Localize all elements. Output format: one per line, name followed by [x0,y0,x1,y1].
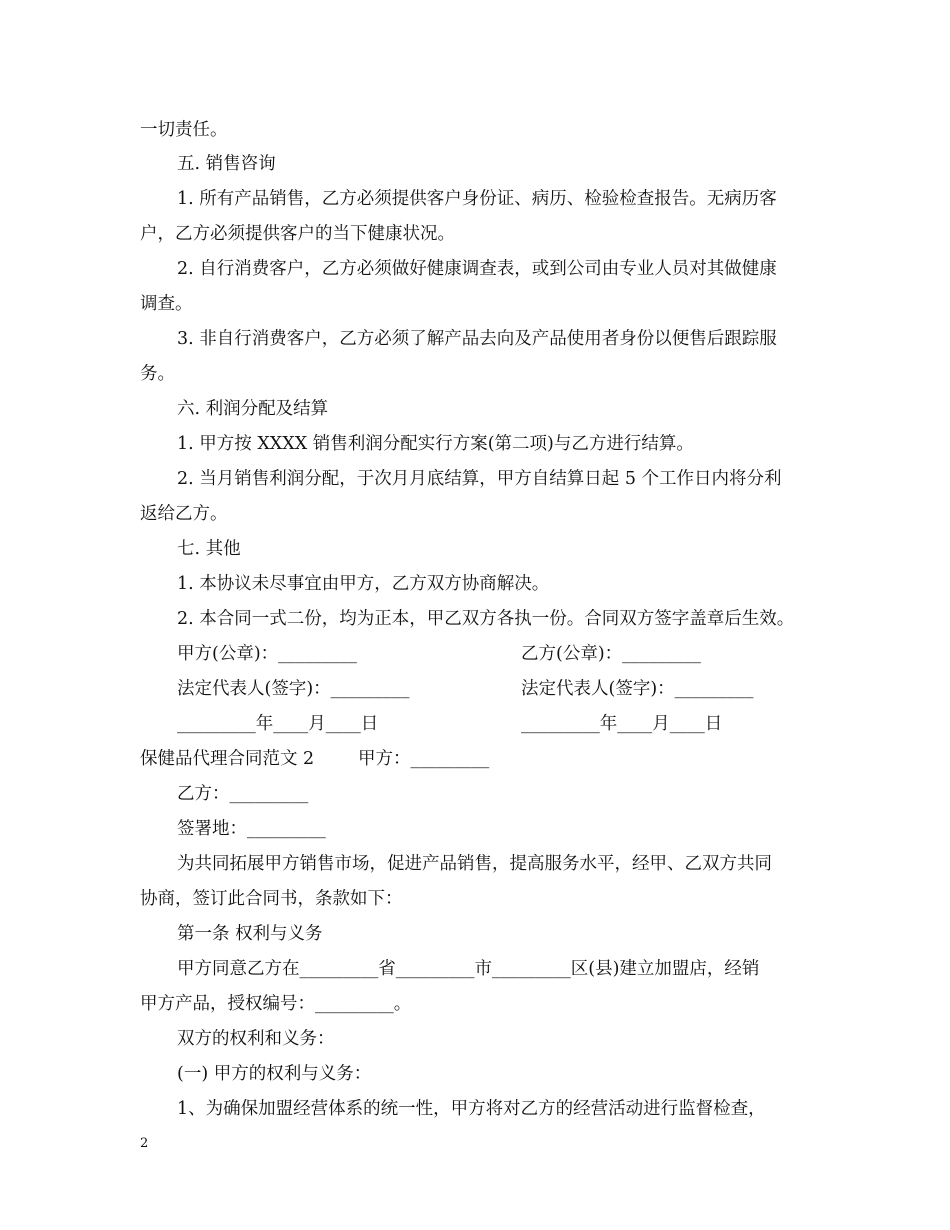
party-a-line: 甲方：_________ [358,749,490,769]
paragraph-line: 1. 甲方按 XXXX 销售利润分配实行方案(第二项)与乙方进行结算。 [177,434,694,454]
section-heading: 七. 其他 [177,539,241,559]
article-heading: 第一条 权利与义务 [177,924,323,944]
paragraph-line: 务。 [140,364,175,384]
paragraph-line: 甲方产品，授权编号：_________。 [140,994,412,1014]
paragraph-line: 1、为确保加盟经营体系的统一性，甲方将对乙方的经营活动进行监督检查， [177,1099,766,1119]
paragraph-line: 为共同拓展甲方销售市场，促进产品销售，提高服务水平，经甲、乙双方共同 [177,854,772,874]
party-b-seal-line: 乙方(公章)：_________ [521,644,701,664]
paragraph-line: 2. 当月销售利润分配，于次月月底结算，甲方自结算日起 5 个工作日内将分利 [177,469,782,489]
section-heading: 五. 销售咨询 [177,154,276,174]
paragraph-line: 2. 自行消费客户，乙方必须做好健康调查表，或到公司由专业人员对其做健康 [177,259,777,279]
paragraph-line: 一切责任。 [140,120,228,140]
party-b-representative-line: 法定代表人(签字)：_________ [521,679,754,699]
paragraph-line: 返给乙方。 [140,504,228,524]
page-number: 2 [140,1136,149,1151]
party-b-line: 乙方：_________ [177,784,309,804]
party-a-seal-line: 甲方(公章)：_________ [177,644,357,664]
contract-title: 保健品代理合同范文 2 [140,749,315,769]
party-a-representative-line: 法定代表人(签字)：_________ [177,679,410,699]
party-a-date-line: _________年____月____日 [177,714,379,734]
paragraph-line: 双方的权利和义务： [177,1029,335,1049]
paragraph-line: 调查。 [140,294,193,314]
signing-place-line: 签署地：_________ [177,819,326,839]
party-b-date-line: _________年____月____日 [521,714,723,734]
paragraph-line: (一) 甲方的权利与义务： [177,1064,372,1084]
paragraph-line: 甲方同意乙方在_________省_________市_________区(县)建立加盟店，经销 [177,959,760,979]
paragraph-line: 1. 本协议未尽事宜由甲方，乙方双方协商解决。 [177,574,550,594]
paragraph-line: 2. 本合同一式二份，均为正本，甲乙双方各执一份。合同双方签字盖章后生效。 [177,609,795,629]
paragraph-line: 3. 非自行消费客户，乙方必须了解产品去向及产品使用者身份以便售后跟踪服 [177,329,777,349]
section-heading: 六. 利润分配及结算 [177,399,329,419]
paragraph-line: 1. 所有产品销售，乙方必须提供客户身份证、病历、检验检查报告。无病历客 [177,189,777,209]
paragraph-line: 协商，签订此合同书，条款如下： [140,889,403,909]
paragraph-line: 户，乙方必须提供客户的当下健康状况。 [140,224,455,244]
